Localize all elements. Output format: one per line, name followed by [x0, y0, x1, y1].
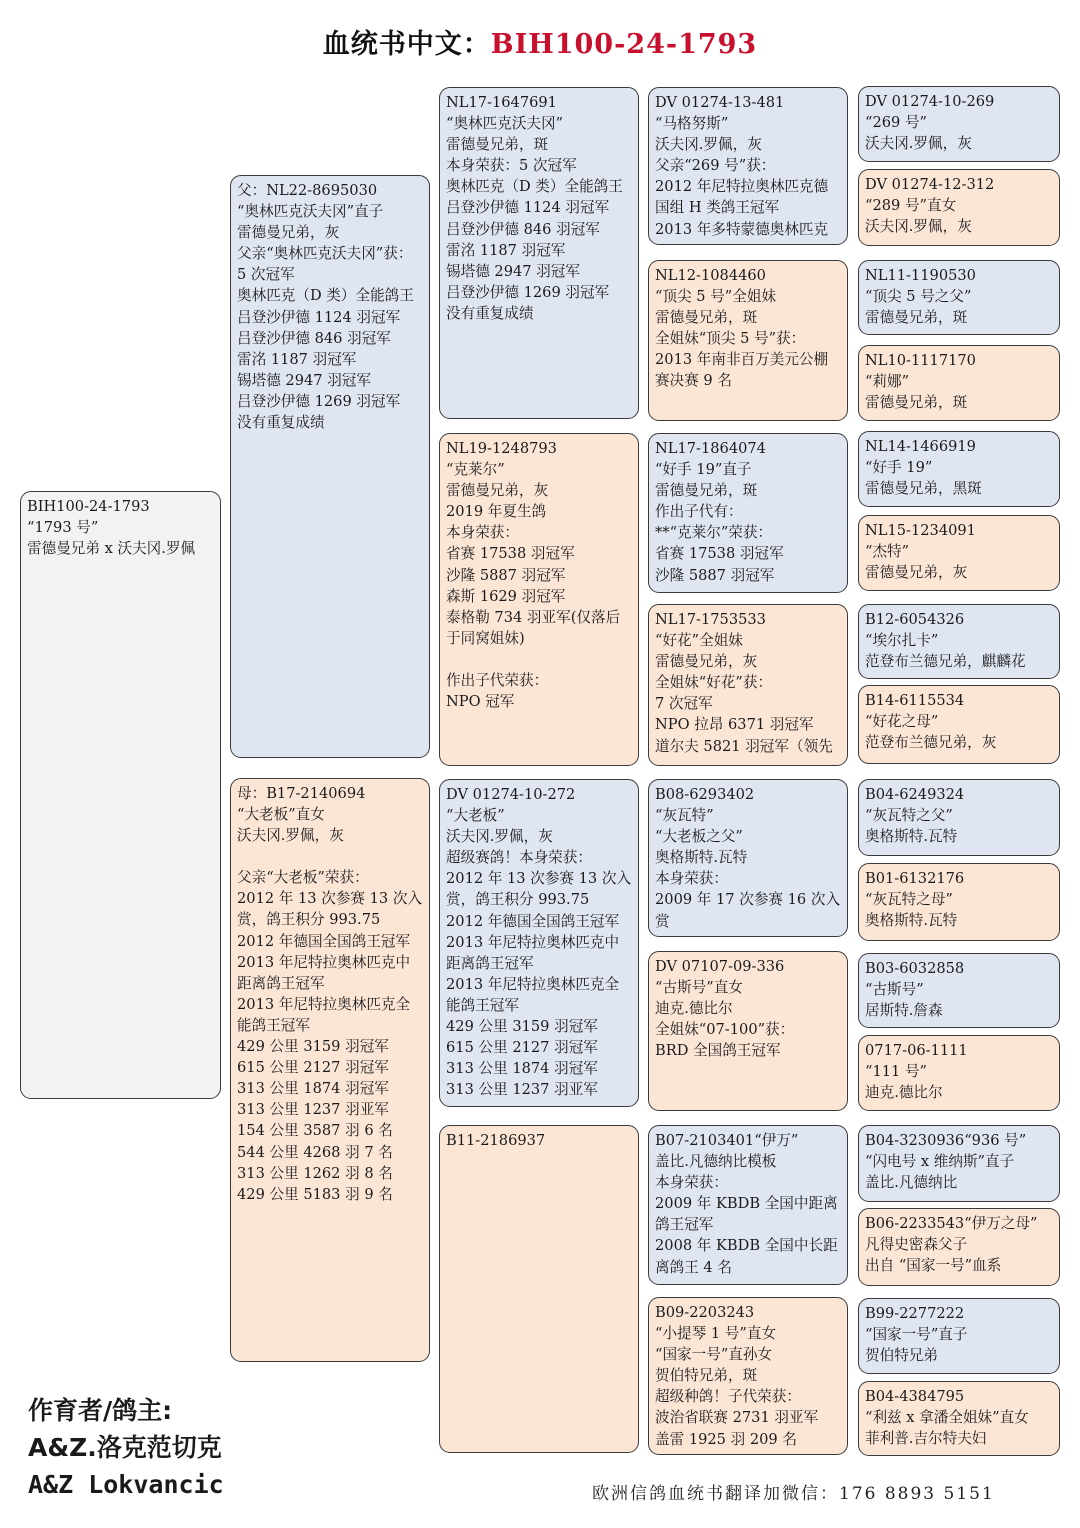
- breeder-label: 作育者/鸽主:: [28, 1396, 173, 1425]
- info-line: 313 公里 1237 羽亚军: [446, 1081, 598, 1099]
- gen5-card-15: [858, 1298, 1060, 1374]
- ring-number: 0717-06-1111: [865, 1042, 968, 1059]
- gen4-card-4: [648, 604, 848, 766]
- info-line: “莉娜”: [865, 373, 910, 391]
- pigeon-name: “1793 号”: [27, 519, 99, 537]
- info-line: 2008 年 KBDB 全国中长距离鸽王 4 名: [655, 1237, 838, 1276]
- info-line: 2012 年 13 次参赛 13 次入赏，鸽王积分 993.75: [237, 890, 423, 929]
- info-line: 2013 年南非百万美元公棚赛决赛 9 名: [655, 351, 829, 390]
- gen4-card-5: [648, 779, 848, 937]
- info-line: “灰瓦特”: [655, 807, 714, 825]
- title-ring-number: BIH100-24-1793: [490, 29, 758, 60]
- gen5-card-13: [858, 1125, 1060, 1202]
- info-line: 2013 年尼特拉奥林匹克全能鸽王冠军: [237, 995, 411, 1034]
- info-line: “克莱尔”: [446, 461, 505, 479]
- info-line: “杰特”: [865, 543, 910, 561]
- info-line: 父亲“大老板”荣获：: [237, 869, 369, 887]
- info-line: 2013 年尼特拉奥林匹克中距离鸽王冠军: [237, 953, 411, 992]
- info-line: 全姐妹“顶尖 5 号”获：: [655, 330, 806, 348]
- info-line: 沃夫冈.罗佩，灰: [865, 218, 972, 236]
- info-line: “289 号”直女: [865, 197, 957, 215]
- gen4-card-3: [648, 433, 848, 593]
- info-line: 2013 年尼特拉奥林匹克中距离鸽王冠军: [446, 933, 620, 972]
- ring-number: B04-3230936“936 号”: [865, 1132, 1027, 1149]
- pigeon-ring: BIH100-24-1793: [27, 498, 150, 515]
- info-line: 锡塔德 2947 羽冠军: [237, 371, 371, 389]
- ring-number: NL15-1234091: [865, 522, 976, 539]
- gen5-card-4: [858, 345, 1060, 421]
- info-line: “269 号”: [865, 114, 928, 132]
- info-line: “国家一号”直子: [865, 1326, 968, 1344]
- ring-number: 母：B17-2140694: [237, 785, 366, 802]
- info-line: 雷德曼兄弟，灰: [655, 653, 758, 671]
- info-line: 544 公里 4268 羽 7 名: [237, 1143, 393, 1161]
- info-line: NPO 冠军: [446, 693, 515, 711]
- info-line: 本身荣获：: [655, 1174, 728, 1192]
- gen5-card-12: [858, 1035, 1060, 1111]
- sire-sire-card: [439, 87, 639, 419]
- info-line: 本身荣获：: [655, 870, 728, 888]
- ring-number: B04-6249324: [865, 786, 965, 803]
- info-line: 沃夫冈.罗佩，灰: [446, 828, 553, 846]
- info-line: 盖比.凡德纳比模板: [655, 1153, 777, 1171]
- sire-card: [230, 175, 430, 758]
- footer-contact: 欧洲信鸽血统书翻译加微信：176 8893 5151: [592, 1484, 995, 1504]
- gen5-card-16: [858, 1381, 1060, 1456]
- info-line: 奥格斯特.瓦特: [865, 912, 958, 930]
- ring-number: DV 01274-13-481: [655, 94, 785, 111]
- info-line: 2012 年尼特拉奥林匹克德国组 H 类鸽王冠军: [655, 178, 829, 217]
- gen5-card-8: [858, 685, 1060, 764]
- info-line: 范登布兰德兄弟，灰: [865, 734, 997, 752]
- info-line: “古斯号”: [865, 981, 924, 999]
- info-line: 全姐妹“好花”获：: [655, 674, 773, 692]
- info-line: “奥林匹克沃夫冈”: [446, 115, 564, 133]
- info-line: [237, 846, 424, 867]
- info-line: 2012 年德国全国鸽王冠军: [446, 912, 620, 930]
- ring-number: NL14-1466919: [865, 438, 976, 455]
- info-line: 吕登沙伊德 1124 羽冠军: [446, 199, 610, 217]
- gen5-card-7: [858, 604, 1060, 679]
- info-line: 本身荣获：5 次冠军: [446, 157, 577, 175]
- gen5-card-6: [858, 515, 1060, 591]
- info-line: 雷德曼兄弟，斑: [655, 309, 758, 327]
- ring-number: NL10-1117170: [865, 352, 976, 369]
- info-line: 迪克.德比尔: [865, 1084, 943, 1102]
- ring-number: B07-2103401“伊万”: [655, 1132, 799, 1149]
- gen4-card-1: [648, 87, 848, 245]
- info-line: 父亲“269 号”获：: [655, 157, 776, 175]
- ring-number: NL17-1647691: [446, 94, 557, 111]
- ring-number: DV 01274-12-312: [865, 176, 995, 193]
- info-line: “利兹 x 拿潘全姐妹”直女: [865, 1409, 1029, 1427]
- info-line: 盖比.凡德纳比: [865, 1174, 958, 1192]
- info-line: 雷德曼兄弟，灰: [446, 482, 549, 500]
- info-line: 省赛 17538 羽冠军: [655, 545, 784, 563]
- info-line: “埃尔扎卡”: [865, 632, 939, 650]
- info-line: “马格努斯”: [655, 115, 729, 133]
- ring-number: DV 01274-10-272: [446, 786, 576, 803]
- info-line: 范登布兰德兄弟，麒麟花: [865, 653, 1026, 671]
- info-line: 2012 年德国全国鸽王冠军: [237, 932, 411, 950]
- info-line: 奥林匹克（D 类）全能鸽王: [237, 287, 414, 305]
- info-line: 吕登沙伊德 1269 羽冠军: [446, 283, 610, 301]
- gen4-card-7: [648, 1125, 848, 1285]
- gen5-card-14: [858, 1208, 1060, 1286]
- info-line: 出自 “国家一号”血系: [865, 1257, 1002, 1275]
- info-line: 7 次冠军: [655, 695, 713, 713]
- info-line: 雷德曼兄弟，斑: [865, 394, 968, 412]
- ring-number: DV 01274-10-269: [865, 93, 995, 110]
- info-line: 吕登沙伊德 846 羽冠军: [446, 220, 600, 238]
- ring-number: B04-4384795: [865, 1388, 965, 1405]
- info-line: “奥林匹克沃夫冈”直子: [237, 203, 384, 221]
- info-line: 森斯 1629 羽冠军: [446, 587, 566, 605]
- ring-number: B03-6032858: [865, 960, 965, 977]
- info-line: 凡得史密森父子: [865, 1236, 968, 1254]
- info-line: 沙隆 5887 羽冠军: [655, 566, 775, 584]
- info-line: “好花之母”: [865, 713, 939, 731]
- info-line: 沃夫冈.罗佩，灰: [865, 135, 972, 153]
- info-line: 615 公里 2127 羽冠军: [237, 1059, 389, 1077]
- info-line: “好手 19”: [865, 459, 933, 477]
- info-line: 锡塔德 2947 羽冠军: [446, 262, 580, 280]
- info-line: 雷洺 1187 羽冠军: [446, 241, 566, 259]
- info-line: 全姐妹“07-100”获：: [655, 1021, 795, 1039]
- pigeon-card: [20, 491, 221, 1099]
- info-line: “古斯号”直女: [655, 979, 743, 997]
- info-line: 429 公里 3159 羽冠军: [446, 1018, 598, 1036]
- gen4-card-6: [648, 951, 848, 1111]
- info-line: 吕登沙伊德 1124 羽冠军: [237, 308, 401, 326]
- info-line: 吕登沙伊德 1269 羽冠军: [237, 392, 401, 410]
- info-line: 313 公里 1874 羽冠军: [237, 1080, 389, 1098]
- dam-card: [230, 778, 430, 1362]
- info-line: 429 公里 3159 羽冠军: [237, 1038, 389, 1056]
- info-line: 2019 年夏生鸽: [446, 503, 547, 521]
- info-line: 雷德曼兄弟，灰: [237, 224, 340, 242]
- ring-number: 父：NL22-8695030: [237, 182, 378, 199]
- info-line: 省赛 17538 羽冠军: [446, 545, 575, 563]
- info-line: 154 公里 3587 羽 6 名: [237, 1122, 393, 1140]
- info-line: 沙隆 5887 羽冠军: [446, 566, 566, 584]
- info-line: 615 公里 2127 羽冠军: [446, 1039, 598, 1057]
- info-line: 迪克.德比尔: [655, 1000, 733, 1018]
- ring-number: DV 07107-09-336: [655, 958, 785, 975]
- sire-dam-card: [439, 433, 639, 766]
- info-line: 2009 年 17 次参赛 16 次入赏: [655, 891, 841, 930]
- info-line: “顶尖 5 号之父”: [865, 288, 972, 306]
- ring-number: B08-6293402: [655, 786, 755, 803]
- info-line: 道尔夫 5821 羽冠军（领先: [655, 737, 833, 755]
- info-line: “闪电号 x 维纳斯”直子: [865, 1153, 1015, 1171]
- info-line: 雷德曼兄弟，斑: [655, 482, 758, 500]
- info-line: 奥格斯特.瓦特: [655, 849, 748, 867]
- gen5-card-10: [858, 863, 1060, 941]
- info-line: 雷洺 1187 羽冠军: [237, 350, 357, 368]
- info-line: 贺伯特兄弟: [865, 1347, 938, 1365]
- info-line: “111 号”: [865, 1063, 928, 1081]
- info-line: 本身荣获：: [446, 524, 519, 542]
- info-line: 沃夫冈.罗佩，灰: [237, 827, 344, 845]
- info-line: 2013 年尼特拉奥林匹克全能鸽王冠军: [446, 975, 620, 1014]
- info-line: “顶尖 5 号”全姐妹: [655, 288, 777, 306]
- ring-number: B12-6054326: [865, 611, 965, 628]
- info-line: 波治省联赛 2731 羽亚军: [655, 1409, 819, 1427]
- info-line: 吕登沙伊德 846 羽冠军: [237, 329, 391, 347]
- info-line: 雷德曼兄弟，斑: [865, 309, 968, 327]
- info-line: 429 公里 5183 羽 9 名: [237, 1185, 393, 1203]
- ring-number: NL17-1753533: [655, 611, 766, 628]
- dam-sire-card: [439, 779, 639, 1107]
- pedigree-title: [0, 22, 1080, 61]
- info-line: [446, 649, 633, 670]
- breeder-name-cn: A&Z.洛克范切克: [28, 1433, 222, 1462]
- info-line: “好花”全姐妹: [655, 632, 743, 650]
- info-line: 2009 年 KBDB 全国中距离鸽王冠军: [655, 1195, 838, 1234]
- gen4-card-8: [648, 1297, 848, 1455]
- ring-number: B09-2203243: [655, 1304, 755, 1321]
- ring-number: NL12-1084460: [655, 267, 766, 284]
- gen5-card-11: [858, 953, 1060, 1028]
- info-line: 贺伯特兄弟，斑: [655, 1367, 758, 1385]
- info-line: BRD 全国鸽王冠军: [655, 1042, 781, 1060]
- ring-number: B11-2186937: [446, 1132, 546, 1149]
- info-line: 超级种鸽！子代荣获：: [655, 1388, 801, 1406]
- info-line: 盖雷 1925 羽 209 名: [655, 1430, 797, 1448]
- info-line: “大老板之父”: [655, 828, 743, 846]
- info-line: 没有重复成绩: [446, 304, 534, 322]
- info-line: 2013 年多特蒙德奥林匹克: [655, 220, 829, 238]
- info-line: “灰瓦特之母”: [865, 891, 953, 909]
- gen5-card-5: [858, 431, 1060, 507]
- gen4-card-2: [648, 260, 848, 421]
- info-line: “好手 19”直子: [655, 461, 752, 479]
- gen5-card-2: [858, 169, 1060, 246]
- info-line: 313 公里 1262 羽 8 名: [237, 1164, 393, 1182]
- breeder-name-en: A&Z Lokvancic: [28, 1470, 224, 1499]
- info-line: 泰格勒 734 羽亚军(仅落后于同窝姐妹): [446, 608, 621, 647]
- gen5-card-3: [858, 260, 1060, 335]
- ring-number: B99-2277222: [865, 1305, 965, 1322]
- ring-number: NL11-1190530: [865, 267, 976, 284]
- ring-number: NL19-1248793: [446, 440, 557, 457]
- info-line: “大老板”: [446, 807, 505, 825]
- info-line: 超级赛鸽！本身荣获：: [446, 849, 592, 867]
- dam-dam-card: [439, 1125, 639, 1453]
- info-line: 菲利普.吉尔特夫妇: [865, 1430, 987, 1448]
- info-line: 雷德曼兄弟，斑: [446, 136, 549, 154]
- title-label: 血统书中文：: [322, 29, 491, 60]
- gen5-card-9: [858, 779, 1060, 856]
- breeder-block: [28, 1392, 224, 1503]
- info-line: “国家一号”直孙女: [655, 1346, 773, 1364]
- info-line: 居斯特.詹森: [865, 1002, 943, 1020]
- info-line: 313 公里 1874 羽冠军: [446, 1060, 598, 1078]
- info-line: 没有重复成绩: [237, 414, 325, 432]
- info-line: NPO 拉昂 6371 羽冠军: [655, 716, 814, 734]
- info-line: 2012 年 13 次参赛 13 次入赏，鸽王积分 993.75: [446, 870, 632, 909]
- ring-number: B14-6115534: [865, 692, 965, 709]
- info-line: **“克莱尔”荣获：: [655, 524, 773, 542]
- info-line: 作出子代有：: [655, 503, 743, 521]
- info-line: “灰瓦特之父”: [865, 807, 953, 825]
- info-line: 父亲“奥林匹克沃夫冈”获：: [237, 245, 413, 263]
- info-line: “大老板”直女: [237, 806, 325, 824]
- gen5-card-1: [858, 86, 1060, 162]
- info-line: 313 公里 1237 羽亚军: [237, 1101, 389, 1119]
- info-line: 作出子代荣获：: [446, 671, 549, 689]
- info-line: 雷德曼兄弟，黑斑: [865, 480, 982, 498]
- ring-number: B06-2233543“伊万之母”: [865, 1215, 1038, 1232]
- info-line: 沃夫冈.罗佩，灰: [655, 136, 762, 154]
- ring-number: NL17-1864074: [655, 440, 766, 457]
- info-line: 雷德曼兄弟，灰: [865, 564, 968, 582]
- info-line: 奥格斯特.瓦特: [865, 828, 958, 846]
- info-line: 5 次冠军: [237, 266, 295, 284]
- info-line: 奥林匹克（D 类）全能鸽王: [446, 178, 623, 196]
- ring-number: B01-6132176: [865, 870, 965, 887]
- info-line: “小提琴 1 号”直女: [655, 1325, 777, 1343]
- pigeon-breeder: 雷德曼兄弟 x 沃夫冈.罗佩: [27, 540, 196, 558]
